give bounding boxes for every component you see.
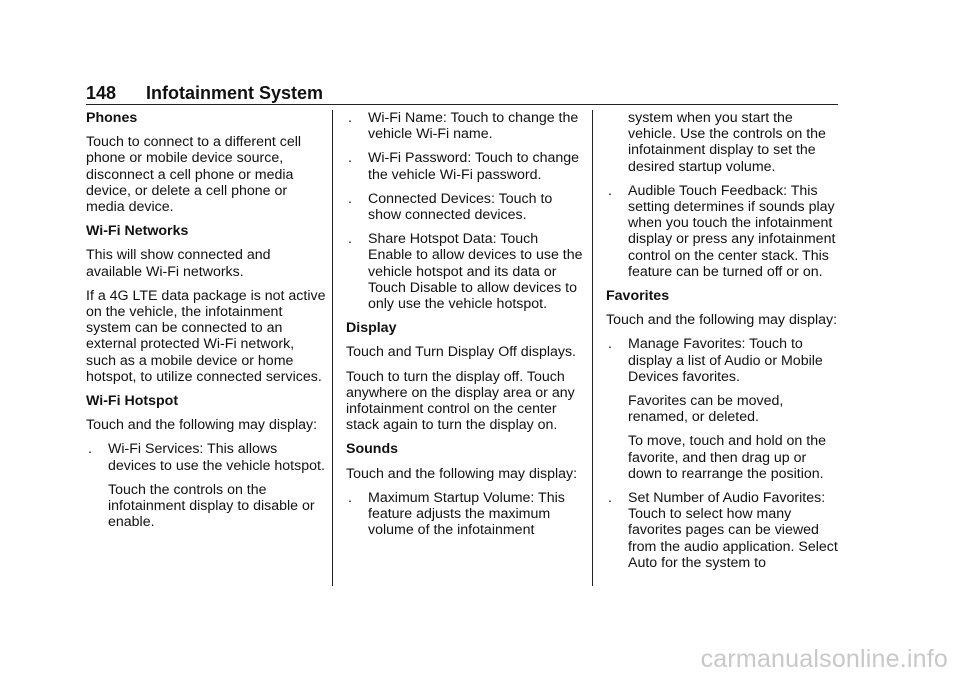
- bullet-glyph: .: [348, 190, 352, 207]
- sounds-list: [346, 490, 586, 539]
- list-item-text: Maximum Startup Volume: This feature adjusts the maximum volume of the infotainment: [368, 489, 565, 539]
- wifi-hotspot-text: Touch and the following may display:: [86, 417, 318, 434]
- wifi-networks-heading: Wi-Fi Networks: [86, 223, 189, 240]
- favorites-heading: Favorites: [606, 288, 670, 305]
- list-item: [606, 336, 842, 482]
- wifi-networks-text-1: This will show connected and available Wi-Fi networks.: [86, 247, 271, 280]
- display-text-2: Touch to turn the display off. Touch anywhere on the display area or any infotainment control on the center stack again to turn the display on.: [346, 368, 575, 434]
- column-2: [346, 110, 586, 546]
- sounds-list-continued: [606, 183, 842, 280]
- bullet-glyph: .: [348, 110, 352, 126]
- bullet-glyph: .: [608, 182, 612, 199]
- list-item: [346, 110, 586, 142]
- list-item-text: Wi-Fi Services: This allows devices to use the vehicle hotspot.: [108, 441, 325, 474]
- list-item-text: Wi-Fi Name: Touch to change the vehicle Wi-Fi name.: [368, 110, 579, 143]
- wifi-networks-text-2: If a 4G LTE data package is not active on the vehicle, the infotainment system can be connected to an external protected Wi-Fi network, such as a mobile device or home hotspot, to utilize connected services.: [86, 287, 326, 385]
- list-item-text: Share Hotspot Data: Touch Enable to allow devices to use the vehicle hotspot and its data or Touch Disable to allow devices to only use the vehicle hotspot.: [368, 231, 583, 313]
- list-item: [346, 191, 586, 223]
- page-title: Infotainment System: [146, 83, 324, 103]
- header-rule: [86, 104, 838, 105]
- list-item: [86, 441, 326, 530]
- wifi-hotspot-heading: Wi-Fi Hotspot: [86, 393, 179, 410]
- list-item: [346, 490, 586, 539]
- column-divider-1: [332, 110, 333, 586]
- favorites-text: Touch and the following may display:: [606, 312, 838, 329]
- bullet-glyph: .: [608, 336, 612, 353]
- bullet-glyph: .: [348, 150, 352, 167]
- list-item: [606, 183, 842, 280]
- bullet-glyph: .: [348, 489, 352, 506]
- list-item-text: Set Number of Audio Favorites: Touch to select how many favorites pages can be viewed from the audio application. Select Auto for the system to: [628, 490, 838, 571]
- continued-text: system when you start the vehicle. Use the controls on the infotainment display to set the desired startup volume.: [628, 110, 826, 175]
- column-3: [606, 110, 842, 579]
- column-1: [86, 110, 326, 538]
- favorites-list: [606, 336, 842, 571]
- phones-text: Touch to connect to a different cell phone or mobile device source, disconnect a cell phone or media device, or delete a cell phone or media device.: [86, 134, 302, 216]
- list-item-text: Connected Devices: Touch to show connected devices.: [368, 190, 553, 224]
- column-divider-2: [592, 110, 593, 586]
- list-item-subtext: Touch the controls on the infotainment display to disable or enable.: [108, 481, 315, 531]
- sounds-heading: Sounds: [346, 441, 399, 458]
- display-text-1: Touch and Turn Display Off displays.: [346, 344, 577, 361]
- bullet-glyph: .: [608, 490, 612, 507]
- list-item-text: Wi-Fi Password: Touch to change the vehicle Wi-Fi password.: [368, 150, 580, 183]
- list-item-subtext: To move, touch and hold on the favorite, and then drag up or down to rearrange the position.: [628, 433, 826, 482]
- bullet-glyph: .: [348, 231, 352, 248]
- list-item-subtext: Favorites can be moved, renamed, or deleted.: [628, 393, 784, 426]
- watermark: carmanualsonline.info: [700, 645, 948, 673]
- wifi-settings-list: [346, 110, 586, 312]
- list-item-text: Manage Favorites: Touch to display a list of Audio or Mobile Devices favorites.: [628, 336, 823, 385]
- sounds-text: Touch and the following may display:: [346, 465, 578, 482]
- display-heading: Display: [346, 320, 397, 337]
- list-item: [346, 150, 586, 182]
- list-item: [346, 231, 586, 312]
- page-header: [86, 82, 838, 104]
- bullet-glyph: .: [88, 441, 92, 458]
- list-item: [606, 490, 842, 571]
- phones-heading: Phones: [86, 110, 138, 126]
- list-item-text: Audible Touch Feedback: This setting determines if sounds play when you touch the infotainment display or press any infotainment control on the center stack. This feature can be turned off or on.: [628, 182, 836, 280]
- wifi-hotspot-list: [86, 441, 326, 530]
- page-number: 148: [86, 83, 117, 103]
